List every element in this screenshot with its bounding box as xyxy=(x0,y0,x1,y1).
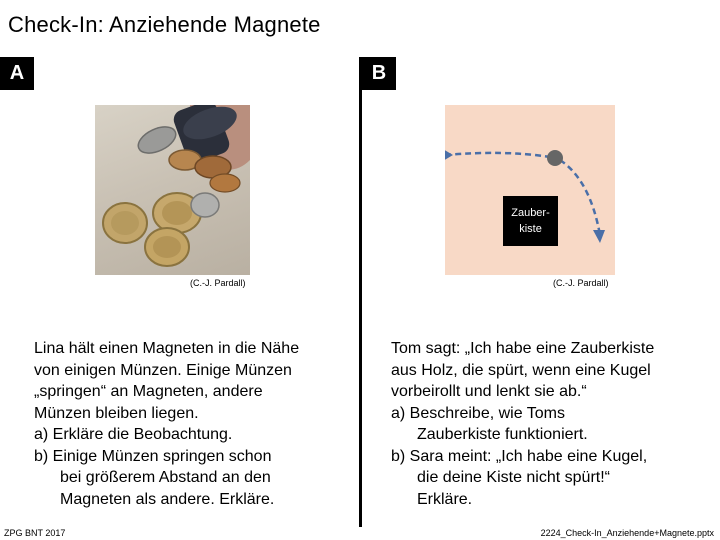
task-a-line: von einigen Münzen. Einige Münzen xyxy=(34,361,292,379)
task-text-a xyxy=(34,338,354,510)
zauberkiste-label-line1: Zauber- xyxy=(511,207,550,219)
zauberkiste-label-line2: kiste xyxy=(519,223,542,235)
task-b-line: aus Holz, die spürt, wenn eine Kugel xyxy=(391,361,651,379)
label-a: A xyxy=(0,57,34,90)
incoming-path xyxy=(445,153,550,157)
task-b-line: b) Sara meint: „Ich habe eine Kugel, xyxy=(391,447,648,465)
task-a-line: Magneten als andere. Erkläre. xyxy=(60,490,275,508)
task-a-line: Münzen bleiben liegen. xyxy=(34,404,199,422)
footer-left: ZPG BNT 2017 xyxy=(4,528,66,538)
label-b: B xyxy=(362,57,396,90)
footer-right: 2224_Check-In_Anziehende+Magnete.pptx xyxy=(540,528,714,538)
photo-credit-b: (C.-J. Pardall) xyxy=(553,278,609,288)
coins-magnet-illustration xyxy=(95,105,250,275)
task-text-b xyxy=(391,338,711,510)
task-b-line: vorbeirollt und lenkt sie ab.“ xyxy=(391,383,587,400)
zauberkiste-box xyxy=(503,196,558,246)
panel-divider xyxy=(359,57,362,527)
task-a-line: a) Erkläre die Beobachtung. xyxy=(34,426,233,443)
ball-icon xyxy=(547,150,563,166)
zauberkiste-diagram xyxy=(445,105,615,275)
slide-title: Check-In: Anziehende Magnete xyxy=(8,12,321,37)
task-b-line: die deine Kiste nicht spürt!“ xyxy=(417,469,610,486)
task-b-line: Tom sagt: „Ich habe eine Zauberkiste xyxy=(391,340,655,357)
coins-magnet-photo xyxy=(95,105,250,275)
arrow-down-icon xyxy=(593,230,605,243)
task-b-line: Erkläre. xyxy=(417,490,473,508)
task-b-line: Zauberkiste funktioniert. xyxy=(417,426,588,443)
deflected-path xyxy=(560,160,600,235)
ball-path-diagram xyxy=(445,105,615,275)
arrow-left-icon xyxy=(445,149,453,161)
photo-credit-a: (C.-J. Pardall) xyxy=(190,278,246,288)
task-a-line: „springen“ an Magneten, andere xyxy=(34,383,263,400)
task-a-line: bei größerem Abstand an den xyxy=(60,469,271,486)
task-b-line: a) Beschreibe, wie Toms xyxy=(391,404,565,422)
task-a-line: b) Einige Münzen springen schon xyxy=(34,447,272,465)
task-a-line: Lina hält einen Magneten in die Nähe xyxy=(34,340,300,357)
